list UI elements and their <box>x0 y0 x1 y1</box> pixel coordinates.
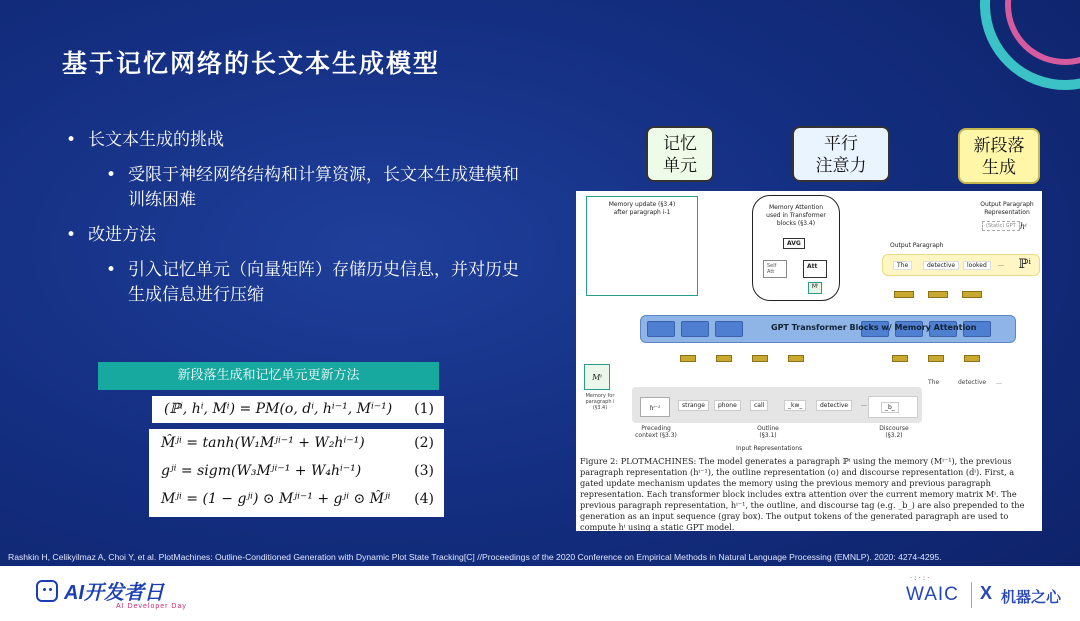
sub-bullet-method: • 引入记忆单元（向量矩阵）存储历史信息，并对历史生成信息进行压缩 <box>66 258 526 308</box>
generated-token: detective <box>958 379 987 386</box>
equation-2-expr: M̂ʲⁱ = tanh(W₁Mʲⁱ⁻¹ + W₂hⁱ⁻¹) <box>161 435 365 451</box>
sub-bullet-challenge: • 受限于神经网络结构和计算资源，长文本生成建模和训练困难 <box>66 163 526 213</box>
jiqizhixin-logo: 机器之心 <box>1001 588 1062 606</box>
embedding-block <box>752 355 768 362</box>
equation-box-1 <box>152 396 444 423</box>
output-paragraph-label: Output Paragraph <box>890 242 944 249</box>
output-token: detective <box>923 261 959 270</box>
ai-dev-day-subtitle: AI Developer Day <box>116 603 187 610</box>
plotmachines-figure <box>576 191 1042 531</box>
embedding-block <box>928 355 944 362</box>
caption-outline: Outline (§3.1) <box>757 425 779 439</box>
embedding-block <box>788 355 804 362</box>
static-gpt-box: (Static) GPT <box>982 221 1020 231</box>
equations-header: 新段落生成和记忆单元更新方法 <box>98 362 439 390</box>
output-token: looked <box>963 261 991 270</box>
input-token: phone <box>714 400 741 411</box>
gpt-cell <box>715 321 743 337</box>
equation-4-expr: Mʲⁱ = (1 − gʲⁱ) ⊙ Mʲⁱ⁻¹ + gʲⁱ ⊙ M̂ʲⁱ <box>161 491 391 507</box>
linear-block <box>894 291 914 298</box>
input-token: _kw_ <box>784 400 806 411</box>
bullet-list <box>66 128 526 318</box>
waic-logo: WAIC <box>906 584 959 605</box>
equation-3-expr: gʲⁱ = sigm(W₃Mʲⁱ⁻¹ + W₄hⁱ⁻¹) <box>161 463 362 479</box>
memory-attention-bubble <box>752 195 840 301</box>
output-p-symbol: ℙⁱ <box>1018 257 1031 272</box>
input-token: strange <box>678 400 709 411</box>
previous-paragraph-rep: hⁱ⁻¹ <box>640 397 670 417</box>
self-att-block: Self Att <box>763 260 787 278</box>
slide-title: 基于记忆网络的长文本生成模型 <box>62 49 441 78</box>
equation-4 <box>149 485 444 513</box>
equation-3 <box>149 457 444 485</box>
memory-matrix-block: Mⁱ <box>808 282 822 294</box>
gpt-cell <box>681 321 709 337</box>
output-hi: hⁱ <box>1020 222 1027 231</box>
avg-block: AVG <box>783 238 805 249</box>
output-token: The <box>893 261 912 270</box>
input-token: call <box>750 400 768 411</box>
callout-parallel-attention: 平行 注意力 <box>792 126 890 182</box>
robot-logo-icon <box>36 580 58 602</box>
linear-block <box>928 291 948 298</box>
figure-diagram <box>576 191 1042 451</box>
ai-dev-day-logo: AI开发者日 <box>64 582 164 604</box>
reference-citation: Rashkin H, Celikyilmaz A, Choi Y, et al. PlotMachines: Outline-Conditioned Generation with Dynamic Plot State Tracking[C] //Proceedings of the 2020 Conference on Empirical Methods in Natural Language Processing (EMNLP). 2020: 4274-4295. <box>8 552 942 562</box>
embedding-block <box>892 355 908 362</box>
input-token: detective <box>816 400 852 411</box>
embedding-block <box>680 355 696 362</box>
embedding-block <box>716 355 732 362</box>
discourse-box <box>868 396 918 418</box>
equation-3-number: (3) <box>414 463 434 479</box>
generated-token: The <box>928 379 940 386</box>
equation-box-2 <box>149 429 444 517</box>
caption-discourse: Discourse (§3.2) <box>879 425 909 439</box>
footer-bar <box>0 566 1080 621</box>
footer-divider <box>971 582 972 608</box>
input-representations-title: Input Representations <box>736 445 803 452</box>
gpt-label: GPT Transformer Blocks w/ Memory Attention <box>771 323 977 332</box>
caption-preceding: Preceding context (§3.3) <box>635 425 677 439</box>
memory-update-title: Memory update (§3.4) after paragraph i-1 <box>608 201 676 216</box>
generated-token: … <box>996 379 1002 386</box>
equation-1-number: (1) <box>414 401 434 417</box>
callout-memory-unit: 记忆 单元 <box>646 126 714 182</box>
waic-dots-icon: ·:·:· <box>910 574 932 582</box>
embedding-block <box>964 355 980 362</box>
linear-block <box>962 291 982 298</box>
equation-1-expr: (ℙⁱ, hⁱ, Mⁱ) = PM(o, dⁱ, hⁱ⁻¹, Mⁱ⁻¹) <box>164 401 393 417</box>
memory-attention-title: Memory Attention used in Transformer blocks (§3.4) <box>766 204 826 227</box>
bullet-method: • 改进方法 <box>66 223 526 248</box>
gpt-cell <box>647 321 675 337</box>
discourse-token: _b_ <box>881 402 899 413</box>
callout-new-paragraph: 新段落 生成 <box>958 128 1040 184</box>
gpt-transformer-blocks <box>640 315 1016 343</box>
input-token: … <box>861 401 867 408</box>
att-block: Att <box>803 260 827 278</box>
memory-cell: Mⁱ <box>584 364 610 390</box>
equation-2-number: (2) <box>414 435 434 451</box>
output-representation-title: Output Paragraph Representation <box>980 201 1034 216</box>
figure-caption: Figure 2: PLOTMACHINES: The model generates a paragraph ℙⁱ using the memory (Mⁱ⁻¹), the previous paragraph representation (hⁱ⁻¹), the outline representation (o) and discourse representation (dⁱ). First, a gated update mechanism updates the memory using the previous memory and previous paragraph representation. Each transformer block includes extra attention over the current memory matrix Mⁱ. The previous paragraph representation, hⁱ⁻¹, the outline, and discourse tag (e.g. _b_) are also prepended to the generation as an input sequence (gray box). The output tokens of the generated paragraph are used to compute hⁱ using a static GPT model. <box>580 456 1025 532</box>
equation-2 <box>149 429 444 457</box>
equation-4-number: (4) <box>414 491 434 507</box>
memory-caption: Memory for paragraph i (§3.4) <box>585 393 615 411</box>
equation-1 <box>152 396 444 423</box>
bullet-challenge: • 长文本生成的挑战 <box>66 128 526 153</box>
memory-update-box <box>586 196 698 296</box>
jiqizhixin-icon: X <box>980 583 993 603</box>
output-token: … <box>998 261 1004 268</box>
output-paragraph <box>882 254 1040 276</box>
